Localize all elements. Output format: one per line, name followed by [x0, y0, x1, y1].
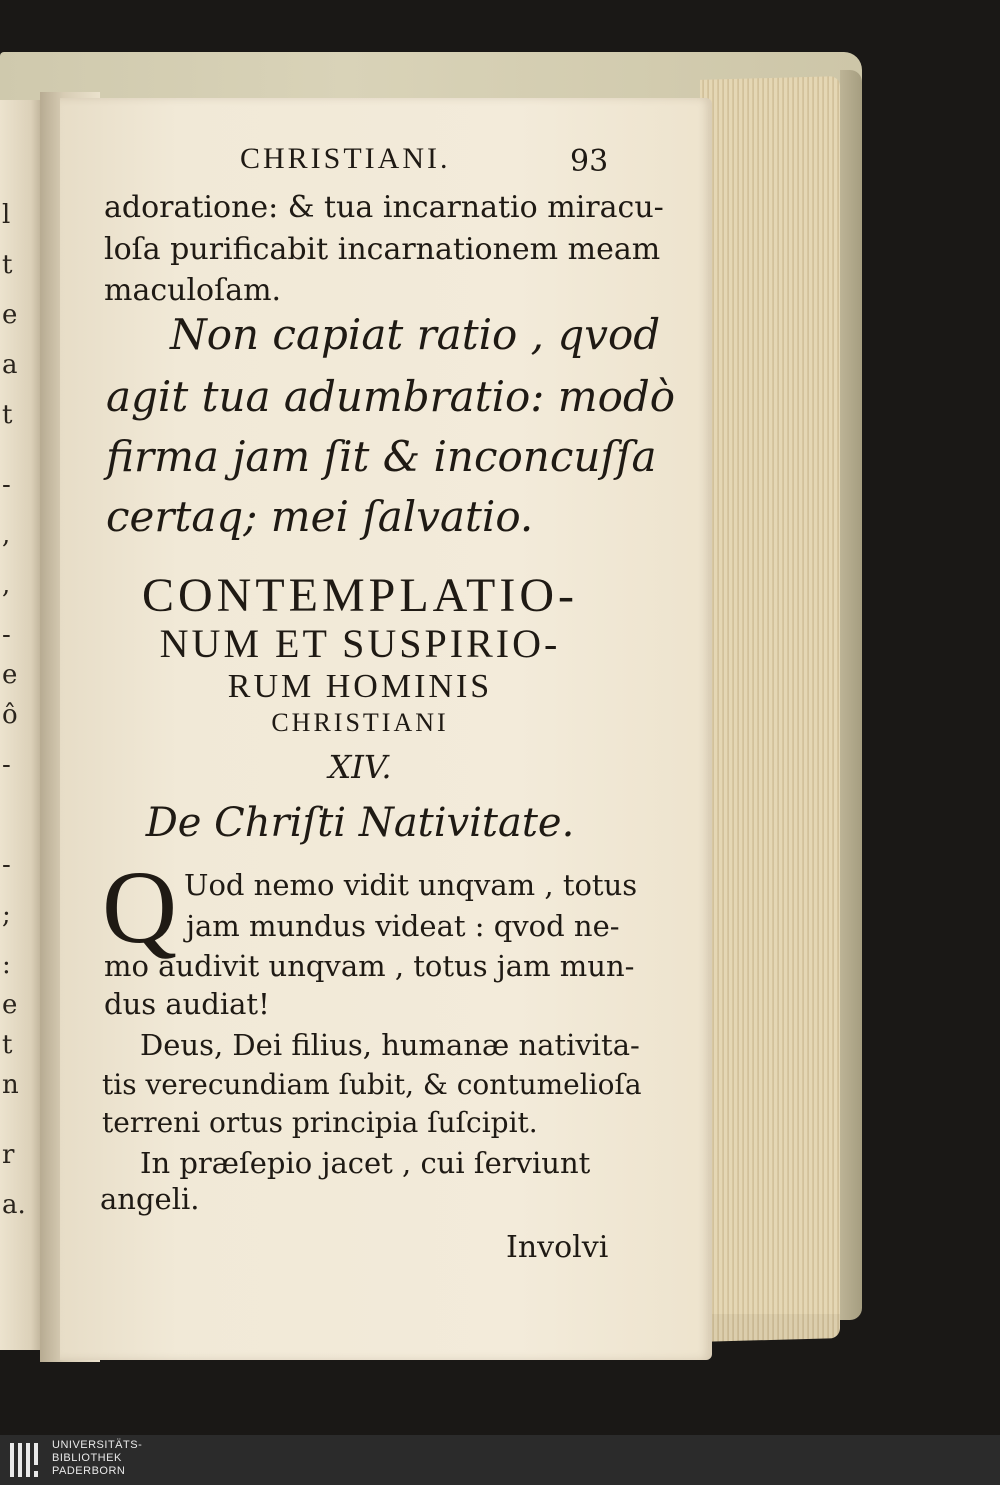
left-page-fragment: ,: [2, 570, 11, 600]
running-head: CHRISTIANI.: [240, 142, 451, 175]
left-page-fragment: -: [2, 850, 11, 880]
left-page-fragment: :: [2, 950, 11, 980]
paragraph-line: terreni ortus principia ſuſcipit.: [102, 1106, 538, 1139]
prayer-line: Non capiat ratio , qvod: [170, 310, 661, 359]
chapter-subtitle: De Chriſti Nativitate.: [145, 800, 575, 846]
paragraph-line: In præſepio jacet , cui ſerviunt: [140, 1146, 591, 1180]
catchword: Involvi: [506, 1230, 609, 1265]
paragraph-line: tis verecundiam ſubit, & contumelioſa: [102, 1068, 642, 1101]
left-page-text-fragments: [0, 100, 40, 1350]
left-page-fragment: e: [2, 300, 18, 330]
left-page-fragment: a.: [2, 1190, 26, 1220]
library-name: [52, 1439, 142, 1478]
left-page-fragment: a: [2, 350, 18, 380]
body-line: adoratione: & tua incarnatio miracu-: [104, 190, 664, 225]
section-heading-line: CONTEMPLATIO-: [142, 569, 578, 622]
paragraph-line: Deus, Dei filius, humanæ nativita-: [140, 1028, 640, 1062]
paragraph-line: jam mundus videat : qvod ne-: [186, 909, 620, 943]
page-number: 93: [570, 144, 609, 179]
left-page-fragment: -: [2, 620, 11, 650]
left-page-fragment: ,: [2, 520, 11, 550]
left-page-fragment: e: [2, 660, 18, 690]
library-logo-icon: [10, 1443, 46, 1477]
left-page-fragment: -: [2, 470, 11, 500]
paragraph-line: Uod nemo vidit unqvam , totus: [184, 868, 638, 902]
footer-bar: [0, 1435, 1000, 1485]
body-line: maculoſam.: [104, 273, 282, 308]
cover-edge: [840, 70, 862, 1320]
left-page-fragment: e: [2, 990, 18, 1020]
left-page-fragment: -: [2, 750, 11, 780]
paragraph-line: angeli.: [100, 1182, 200, 1216]
left-page-fragment: r: [2, 1140, 15, 1170]
prayer-line: agit tua adumbratio: modò: [106, 372, 676, 421]
left-page-fragment: l: [2, 200, 11, 230]
left-page-fragment: n: [2, 1070, 19, 1100]
paragraph-line: mo audivit unqvam , totus jam mun-: [104, 949, 635, 983]
left-page-fragment: ô: [2, 700, 18, 730]
section-heading-line: CHRISTIANI: [271, 708, 449, 737]
chapter-number: XIV.: [328, 748, 392, 786]
prayer-line: certaq; mei ſalvatio.: [106, 492, 534, 541]
left-page-fragment: t: [2, 1030, 13, 1060]
left-page-fragment: ;: [2, 900, 11, 930]
section-heading-line: NUM ET SUSPIRIO-: [159, 621, 561, 666]
body-line: loſa purificabit incarnationem meam: [104, 232, 661, 267]
drop-cap: Q: [102, 850, 178, 965]
library-name-line: PADERBORN: [52, 1465, 126, 1477]
paragraph-line: dus audiat!: [104, 987, 270, 1021]
left-page-fragment: t: [2, 250, 13, 280]
left-page-fragment: t: [2, 400, 13, 430]
prayer-line: firma jam ſit & inconcuſſa: [106, 432, 657, 481]
library-name-line: UNIVERSITÄTS-: [52, 1439, 143, 1451]
section-heading-line: RUM HOMINIS: [227, 668, 493, 705]
page-block-edge: [700, 76, 840, 1342]
library-name-line: BIBLIOTHEK: [52, 1452, 122, 1464]
